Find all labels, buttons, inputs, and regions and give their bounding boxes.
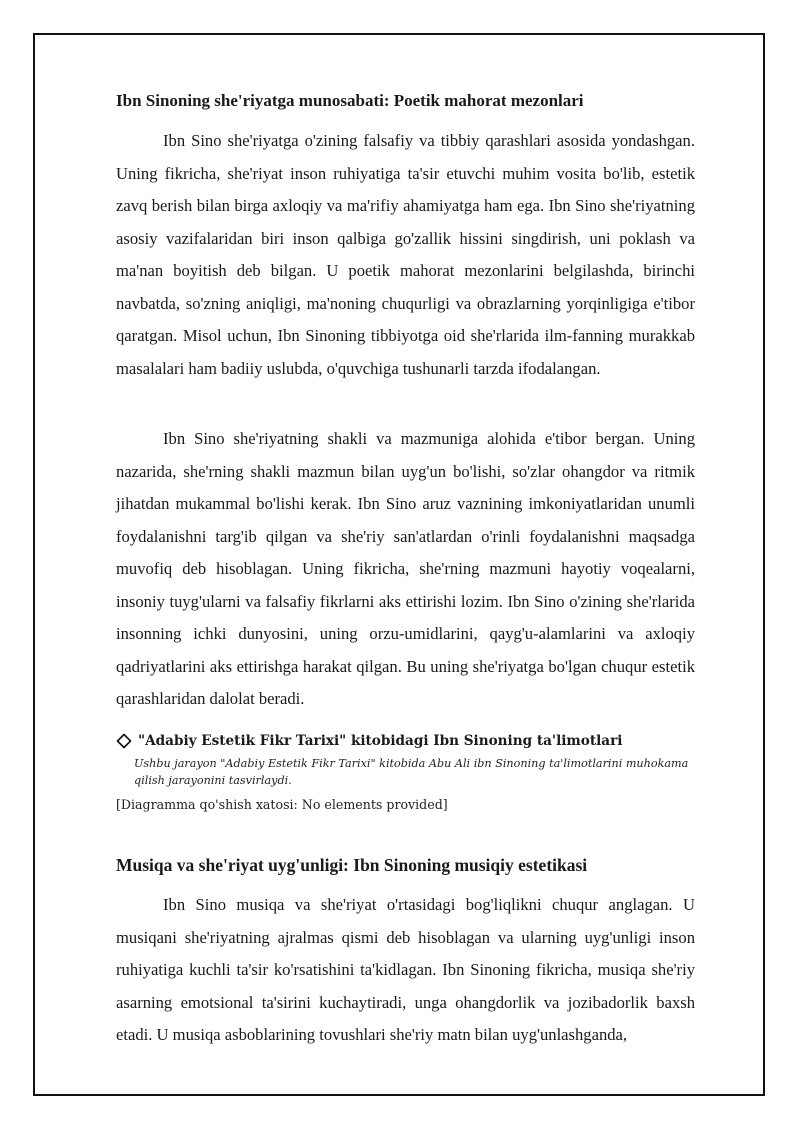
diagram-title-text: "Adabiy Estetik Fikr Tarixi" kitobidagi Ibn Sinoning ta'limotlari xyxy=(138,733,623,749)
diagram-block xyxy=(116,733,695,812)
diagram-error-message: [Diagramma qo'shish xatosi: No elements provided] xyxy=(116,797,448,812)
section-heading-poetic-mastery: Ibn Sinoning she'riyatga munosabati: Poetik mahorat mezonlari xyxy=(116,91,584,110)
paragraph-poetry-approach: Ibn Sino she'riyatga o'zining falsafiy va tibbiy qarashlari asosida yondashgan. Uning fikricha, she'riyat inson ruhiyatiga ta'sir etuvchi muhim vosita bo'lib, estetik zavq berish bilan birga axloqiy va ma'rifiy ahamiyatga ham ega. Ibn Sino she'riyatning asosiy vazifalaridan biri inson qalbiga go'zallik hissini singdirish, uni poklash va ma'nan boyitish deb bilgan. U poetik mahorat mezonlarini belgilashda, birinchi navbatda, so'zning aniqligi, ma'noning chuqurligi va obrazlarning yorqinligiga e'tibor qaratgan. Misol uchun, Ibn Sinoning tibbiyotga oid she'rlarida ilm-fanning murakkab masalalari ham badiiy uslubda, o'quvchiga tushunarli tarzda ifodalangan. xyxy=(116,131,695,378)
diamond-icon xyxy=(116,733,132,749)
diagram-title xyxy=(116,733,695,749)
diagram-description: Ushbu jarayon "Adabiy Estetik Fikr Tarixi" kitobida Abu Ali ibn Sinoning ta'limotlarini muhokama qilish jarayonini tasvirlaydi. xyxy=(134,757,689,787)
section-heading-music-poetry: Musiqa va she'riyat uyg'unligi: Ibn Sinoning musiqiy estetikasi xyxy=(116,855,588,875)
page-frame xyxy=(33,33,765,1096)
paragraph-form-and-content: Ibn Sino she'riyatning shakli va mazmuniga alohida e'tibor bergan. Uning nazarida, she'rning shakli mazmun bilan uyg'un bo'lishi, so'zlar ohangdor va ritmik jihatdan mukammal bo'lishi kerak. Ibn Sino aruz vaznining imkoniyatlaridan unumli foydalanishni targ'ib qilgan va she'riy san'atlardan o'rinli foydalanishni maqsadga muvofiq deb hisoblagan. Uning fikricha, she'rning mazmuni hayotiy voqealarni, insoniy tuyg'ularni va falsafiy fikrlarni aks ettirishi lozim. Ibn Sino o'zining she'rlarida insonning ichki dunyosini, uning orzu-umidlarini, qayg'u-alamlarini va axloqiy qadriyatlarini aks ettirishga harakat qilgan. Bu uning she'riyatga bo'lgan chuqur estetik qarashlaridan dalolat beradi. xyxy=(116,429,695,708)
paragraph-music-and-poetry: Ibn Sino musiqa va she'riyat o'rtasidagi bog'liqlikni chuqur anglagan. U musiqani she'riyatning ajralmas qismi deb hisoblagan va ularning uyg'unligi inson ruhiyatiga kuchli ta'sir ko'rsatishini ta'kidlagan. Ibn Sinoning fikricha, musiqa she'riy asarning emotsional ta'sirini kuchaytiradi, unga ohangdorlik va jozibadorlik baxsh etadi. U musiqa asboblarining tovushlari she'riy matn bilan uyg'unlashganda, xyxy=(116,895,695,1044)
